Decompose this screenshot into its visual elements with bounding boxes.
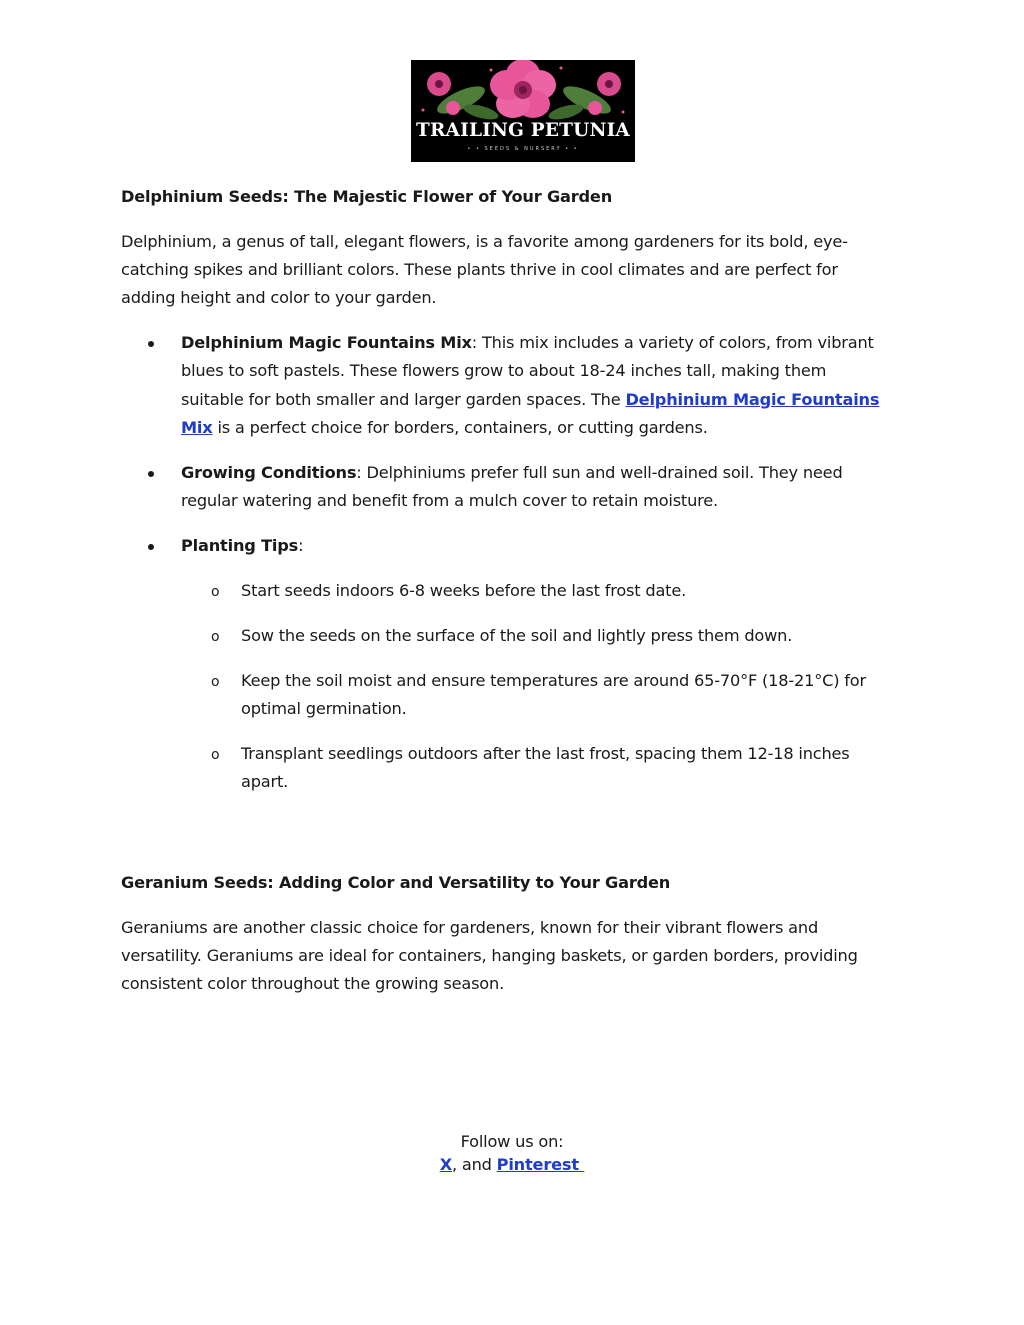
sub-bullet-marker: o — [211, 674, 220, 690]
pinterest-link[interactable]: Pinterest — [496, 1155, 585, 1174]
intro-line: Delphinium, a genus of tall, elegant flowers, is a favorite among gardeners for its bold, eye- — [121, 232, 848, 251]
geranium-intro-line: Geraniums are another classic choice for gardeners, known for their vibrant flowers and — [121, 918, 819, 937]
intro-line: adding height and color to your garden. — [121, 288, 437, 307]
list-item-text: is a perfect choice for borders, containers, or cutting gardens. — [212, 418, 708, 437]
list-item-line: blues to soft pastels. These flowers grow to about 18-24 inches tall, making them — [181, 361, 827, 380]
geranium-intro-line: consistent color throughout the growing season. — [121, 974, 505, 993]
section-heading-delphinium: Delphinium Seeds: The Majestic Flower of Your Garden — [121, 187, 613, 206]
list-item-line: regular watering and benefit from a mulch cover to retain moisture. — [181, 491, 718, 510]
bullet-marker — [148, 544, 154, 550]
social-links — [0, 1153, 1024, 1176]
links-separator: , and — [451, 1155, 497, 1174]
list-item-planting-tips — [181, 532, 303, 560]
sub-bullet-marker: o — [211, 747, 220, 763]
bullet-marker — [148, 471, 154, 477]
term-magic-fountains: Delphinium Magic Fountains Mix — [181, 333, 472, 352]
list-item-growing-conditions — [181, 459, 843, 487]
term-growing-conditions: Growing Conditions — [181, 463, 357, 482]
sub-bullet-marker: o — [211, 584, 220, 600]
geranium-intro-line: versatility. Geraniums are ideal for containers, hanging baskets, or garden borders, providing — [121, 946, 858, 965]
list-item-text: : This mix includes a variety of colors, from vibrant — [471, 333, 874, 352]
list-item-text: : Delphiniums prefer full sun and well-drained soil. They need — [356, 463, 843, 482]
term-planting-tips: Planting Tips — [181, 536, 299, 555]
intro-line: catching spikes and brilliant colors. These plants thrive in cool climates and are perfect for — [121, 260, 838, 279]
section-heading-geranium: Geranium Seeds: Adding Color and Versatility to Your Garden — [121, 873, 671, 892]
delphinium-magic-fountains-link-cont[interactable]: Mix — [181, 418, 213, 437]
planting-tip: Keep the soil moist and ensure temperatures are around 65-70°F (18-21°C) for — [241, 671, 866, 690]
logo-subtitle: • • SEEDS & NURSERY • • — [467, 146, 579, 152]
list-item-text: suitable for both smaller and larger garden spaces. The — [181, 390, 626, 409]
list-item-line — [181, 414, 708, 442]
sub-bullet-marker: o — [211, 629, 220, 645]
planting-tip: Transplant seedlings outdoors after the last frost, spacing them 12-18 inches — [241, 744, 850, 763]
planting-tip-line: apart. — [241, 772, 289, 791]
list-item-line — [181, 386, 879, 414]
follow-us-label: Follow us on: — [460, 1132, 564, 1151]
trailing-petunia-logo — [411, 60, 635, 162]
list-item-magic-fountains — [181, 329, 874, 357]
planting-tip: Sow the seeds on the surface of the soil and lightly press them down. — [241, 626, 793, 645]
list-item-text: : — [298, 536, 304, 555]
logo-title: TRAILING PETUNIA — [416, 120, 630, 141]
bullet-marker — [148, 341, 154, 347]
planting-tip-line: optimal germination. — [241, 699, 407, 718]
delphinium-magic-fountains-link[interactable]: Delphinium Magic Fountains — [625, 390, 880, 409]
planting-tip: Start seeds indoors 6-8 weeks before the last frost date. — [241, 581, 687, 600]
x-link[interactable]: X — [439, 1155, 452, 1174]
